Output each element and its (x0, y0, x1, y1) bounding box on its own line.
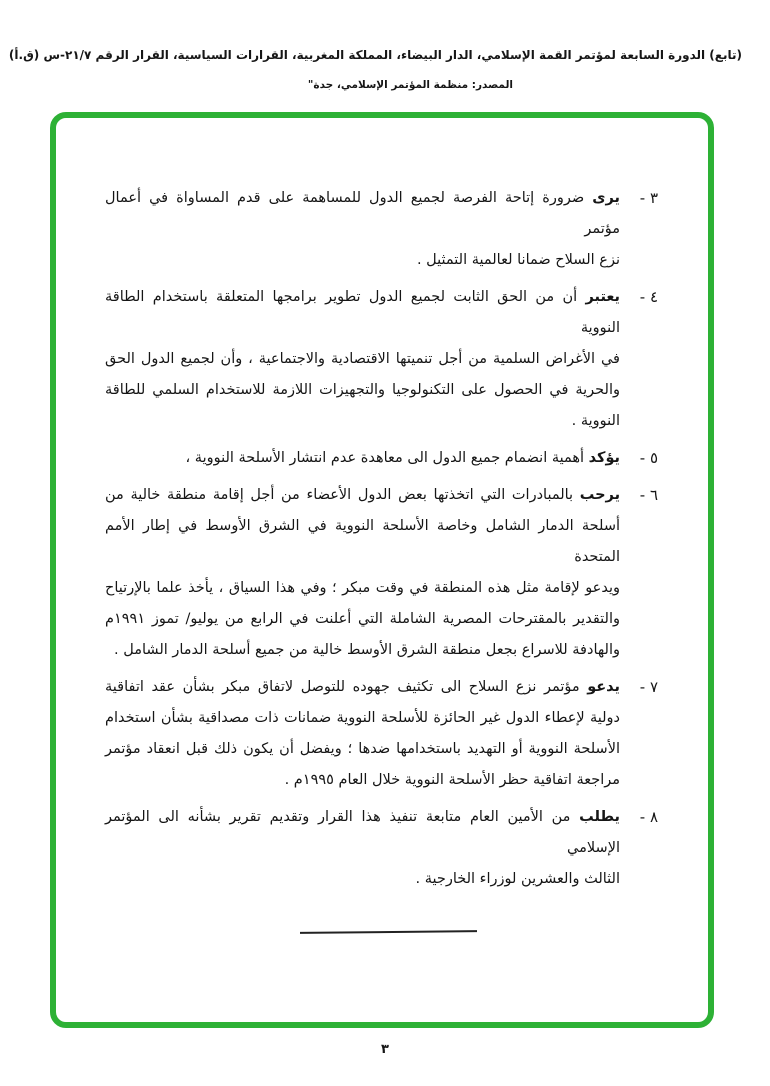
resolution-clauses (105, 183, 658, 933)
item-text (105, 672, 620, 796)
source-line: المصدر: منظمة المؤتمر الإسلامي، جدة" (307, 79, 513, 91)
item-line: مؤتمر نزع السلاح الى تكثيف جهوده للتوصل لاتفاق مبكر بشأن عقد اتفاقية (105, 679, 580, 695)
item-line: أهمية انضمام جميع الدول الى معاهدة عدم انتشار الأسلحة النووية ، (185, 450, 585, 466)
item-text (105, 183, 620, 276)
item-text (105, 282, 620, 437)
item-number: ٧ - (639, 678, 658, 696)
item-line: مراجعة اتفاقية حظر الأسلحة النووية خلال العام ١٩٩٥م . (284, 772, 620, 788)
item-line: ويدعو لإقامة مثل هذه المنطقة في وقت مبكر ؛ وفي هذا السياق ، يأخذ علما بالإرتياح (105, 580, 620, 596)
item-line: من الأمين العام متابعة تنفيذ هذا القرار وتقديم تقرير بشأنه الى المؤتمر الإسلامي (105, 809, 620, 856)
item-line: النووية . (571, 413, 620, 429)
resolution-item (105, 802, 658, 895)
item-number: ٨ - (639, 808, 658, 826)
item-text (105, 443, 620, 474)
item-text (105, 480, 620, 666)
item-number: ٥ - (639, 449, 658, 467)
item-line: الثالث والعشرين لوزراء الخارجية . (415, 871, 620, 887)
item-number: ٣ - (639, 189, 658, 207)
item-text (105, 802, 620, 895)
item-line: دولية لإعطاء الدول غير الحائزة للأسلحة النووية ضمانات ذات مصداقية بشأن استخدام (105, 710, 620, 726)
item-lead-word: يؤكد (588, 450, 620, 466)
page-header-title: (تابع) الدورة السابعة لمؤتمر القمة الإسلامي، الدار البيضاء، المملكة المغربية، القرارات السياسية، القرار الرقم ٢١/٧-س (ق.أ) (8, 48, 742, 62)
item-lead-word: يعتبر (585, 289, 621, 305)
separator-rule (300, 930, 477, 934)
document-frame (50, 112, 714, 1028)
item-lead-word: يدعو (587, 679, 621, 695)
item-line: بالمبادرات التي اتخذتها بعض الدول الأعضاء من أجل إقامة منطقة خالية من (105, 487, 574, 503)
item-line: ضرورة إتاحة الفرصة لجميع الدول للمساهمة على قدم المساواة في أعمال مؤتمر (105, 190, 620, 237)
resolution-item (105, 183, 658, 276)
resolution-item (105, 480, 658, 666)
page-number: ٣ (381, 1042, 389, 1057)
item-line: والتقدير بالمقترحات المصرية الشاملة التي أعلنت في الرابع من يوليو/ تموز ١٩٩١م (105, 611, 620, 627)
resolution-item (105, 282, 658, 437)
item-line: والهادفة للاسراع بجعل منطقة الشرق الأوسط خالية من جميع أسلحة الدمار الشامل . (114, 642, 620, 658)
item-line: نزع السلاح ضمانا لعالمية التمثيل . (416, 252, 620, 268)
item-line: والحرية في الحصول على التكنولوجيا والتجهيزات اللازمة للاستخدام السلمي للطاقة (105, 382, 620, 398)
item-line: في الأغراض السلمية من أجل تنميتها الاقتصادية والاجتماعية ، وأن لجميع الدول الحق (105, 351, 620, 367)
item-number: ٤ - (639, 288, 658, 306)
item-line: الأسلحة النووية أو التهديد باستخدامها ضدها ؛ ويفضل أن يكون ذلك قبل انعقاد مؤتمر (105, 741, 620, 757)
item-line: أن من الحق الثابت لجميع الدول تطوير برامجها المتعلقة باستخدام الطاقة النووية (105, 289, 620, 336)
item-lead-word: يطلب (579, 809, 620, 825)
resolution-item (105, 443, 658, 474)
item-line: أسلحة الدمار الشامل وخاصة الأسلحة النووية في الشرق الأوسط في إطار الأمم المتحدة (105, 518, 620, 565)
resolution-item (105, 672, 658, 796)
item-number: ٦ - (639, 486, 658, 504)
item-lead-word: يرحب (579, 487, 621, 503)
item-lead-word: يرى (592, 190, 621, 206)
